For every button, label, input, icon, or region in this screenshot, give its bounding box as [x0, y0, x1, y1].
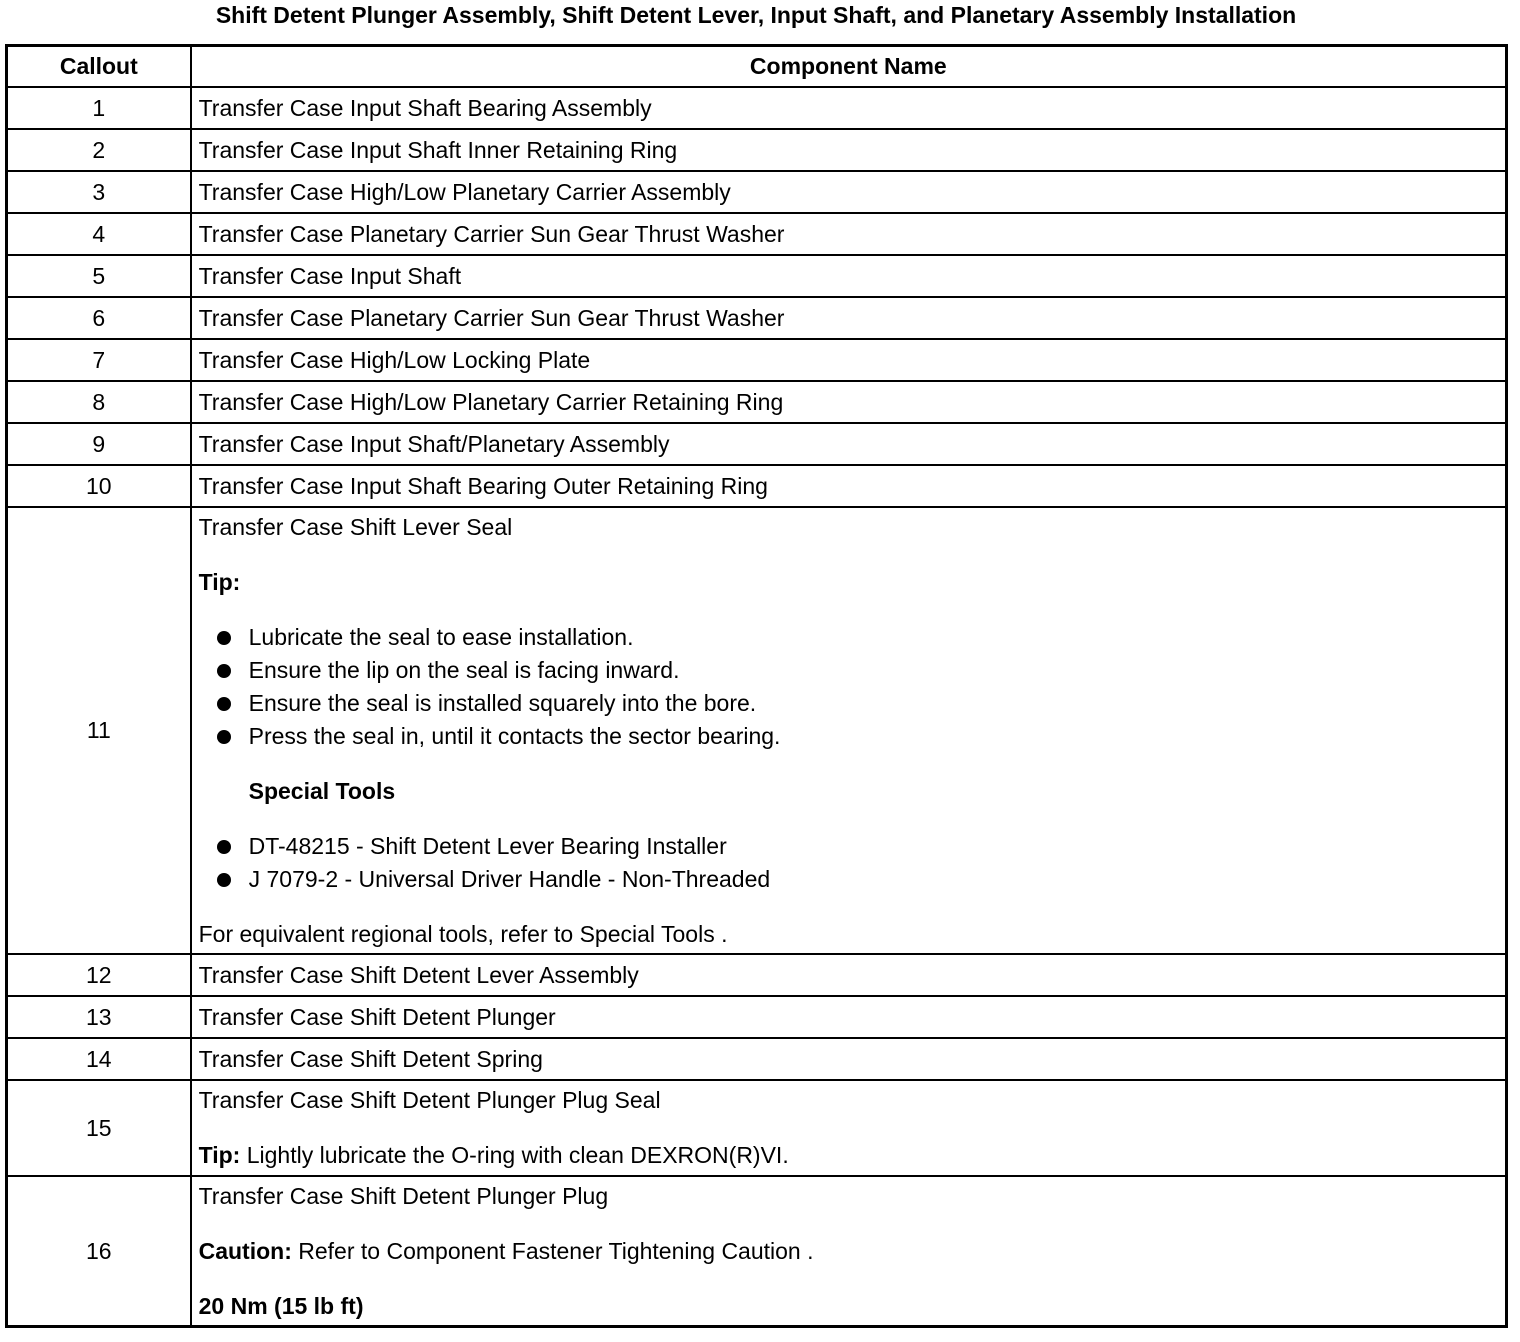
torque-spec: 20 Nm (15 lb ft): [198, 1292, 364, 1319]
callout-cell: 12: [7, 954, 191, 996]
component-name-cell: Transfer Case Input Shaft: [191, 255, 1507, 297]
table-row: [7, 297, 1507, 339]
tip-text: Lightly lubricate the O-ring with clean DEXRON(R)VI.: [240, 1142, 789, 1168]
tool-item: DT-48215 - Shift Detent Lever Bearing Installer: [217, 830, 1499, 863]
callout-cell: 16: [7, 1176, 191, 1327]
table-row: [7, 381, 1507, 423]
table-row: [7, 1080, 1507, 1176]
callout-cell: 13: [7, 996, 191, 1038]
tool-item: J 7079-2 - Universal Driver Handle - Non-Threaded: [217, 863, 1499, 896]
table-row: [7, 465, 1507, 507]
component-name-cell: Transfer Case High/Low Planetary Carrier Retaining Ring: [191, 381, 1507, 423]
callout-cell: 5: [7, 255, 191, 297]
table-row: [7, 1176, 1507, 1327]
components-table: [5, 44, 1508, 1328]
tip-label: Tip:: [198, 568, 241, 595]
callout-cell: 3: [7, 171, 191, 213]
tip-item: Press the seal in, until it contacts the sector bearing.: [217, 720, 1499, 753]
tip-item: Ensure the seal is installed squarely into the bore.: [217, 687, 1499, 720]
component-name-cell: Transfer Case Planetary Carrier Sun Gear Thrust Washer: [191, 213, 1507, 255]
component-name-cell: Transfer Case Input Shaft/Planetary Assembly: [191, 423, 1507, 465]
callout-cell: 1: [7, 87, 191, 129]
component-name-cell: Transfer Case Shift Detent Spring: [191, 1038, 1507, 1080]
tip-paragraph: [199, 1139, 1499, 1172]
component-name-text: Transfer Case Shift Lever Seal: [198, 513, 513, 540]
component-name-cell: [191, 1176, 1507, 1327]
callout-cell: 2: [7, 129, 191, 171]
table-row: [7, 255, 1507, 297]
caution-paragraph: [199, 1235, 1499, 1268]
component-name-cell: Transfer Case Shift Detent Plunger: [191, 996, 1507, 1038]
component-name-cell: Transfer Case High/Low Locking Plate: [191, 339, 1507, 381]
callout-cell: 10: [7, 465, 191, 507]
header-component-name: Component Name: [191, 46, 1507, 88]
component-name-text: Transfer Case Shift Detent Plunger Plug: [198, 1182, 609, 1209]
callout-cell: 9: [7, 423, 191, 465]
regional-tools-note: For equivalent regional tools, refer to Special Tools .: [198, 920, 728, 947]
component-name-cell: Transfer Case High/Low Planetary Carrier Assembly: [191, 171, 1507, 213]
component-name-cell: [191, 507, 1507, 954]
callout-cell: 8: [7, 381, 191, 423]
component-name-cell: Transfer Case Input Shaft Bearing Assembly: [191, 87, 1507, 129]
table-row: [7, 339, 1507, 381]
component-name-cell: Transfer Case Planetary Carrier Sun Gear Thrust Washer: [191, 297, 1507, 339]
component-name-text: Transfer Case Shift Detent Plunger Plug Seal: [198, 1087, 661, 1113]
callout-cell: 15: [7, 1080, 191, 1176]
table-row: [7, 954, 1507, 996]
table-row: [7, 213, 1507, 255]
callout-cell: 11: [7, 507, 191, 954]
table-row: [7, 171, 1507, 213]
component-name-cell: Transfer Case Input Shaft Inner Retaining Ring: [191, 129, 1507, 171]
table-row: [7, 87, 1507, 129]
table-row: [7, 996, 1507, 1038]
callout-cell: 4: [7, 213, 191, 255]
tip-label: Tip:: [198, 1142, 241, 1168]
component-name-cell: Transfer Case Shift Detent Lever Assembly: [191, 954, 1507, 996]
page-title: Shift Detent Plunger Assembly, Shift Detent Lever, Input Shaft, and Planetary Assembly Installation: [215, 2, 1297, 28]
callout-cell: 6: [7, 297, 191, 339]
component-name-cell: Transfer Case Input Shaft Bearing Outer Retaining Ring: [191, 465, 1507, 507]
header-callout: Callout: [7, 46, 191, 88]
special-tools-heading: Special Tools: [248, 777, 396, 804]
table-row: [7, 1038, 1507, 1080]
special-tools-list: [199, 830, 1499, 896]
table-row: [7, 423, 1507, 465]
component-name-cell: [191, 1080, 1507, 1176]
table-row: [7, 129, 1507, 171]
tip-list: [199, 621, 1499, 753]
tip-item: Lubricate the seal to ease installation.: [217, 621, 1499, 654]
table-header-row: [7, 46, 1507, 88]
caution-label: Caution:: [198, 1237, 292, 1264]
caution-text: Refer to Component Fastener Tightening Caution .: [291, 1237, 814, 1264]
callout-cell: 14: [7, 1038, 191, 1080]
table-row: [7, 507, 1507, 954]
tip-item: Ensure the lip on the seal is facing inward.: [217, 654, 1499, 687]
callout-cell: 7: [7, 339, 191, 381]
